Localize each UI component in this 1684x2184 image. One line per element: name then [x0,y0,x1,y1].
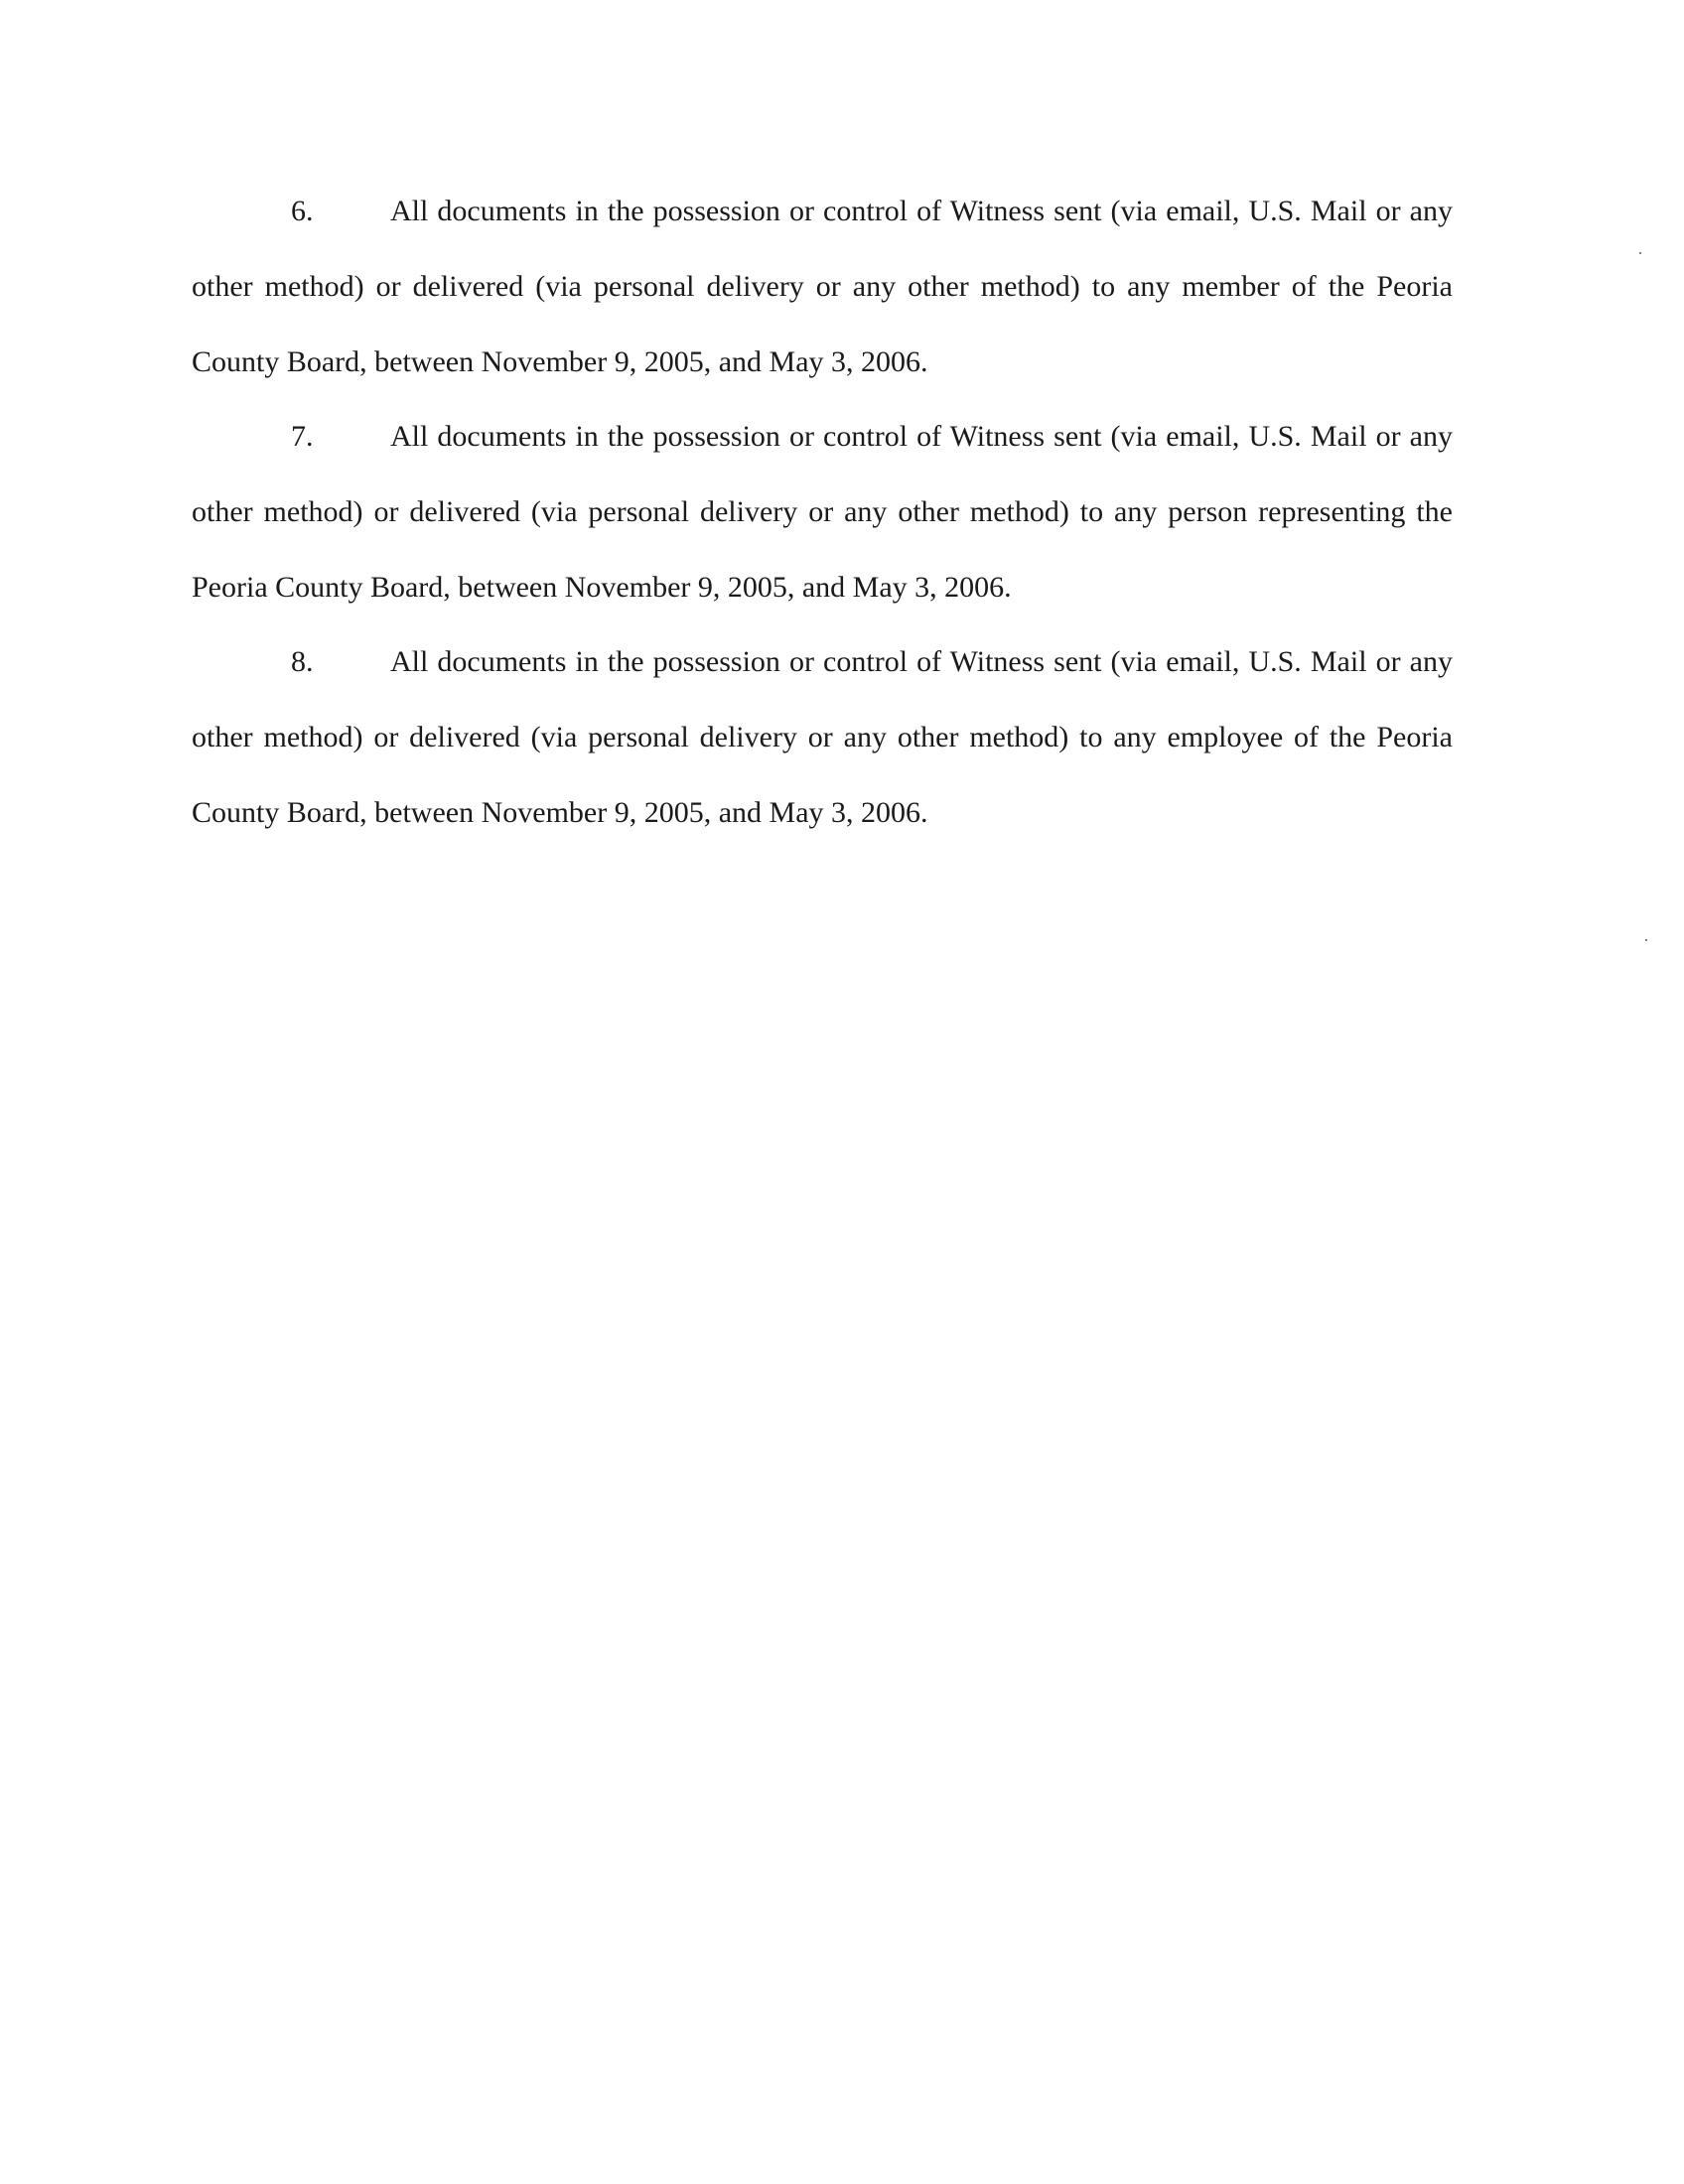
scan-speck [1645,939,1647,941]
paragraph-7 [192,399,1453,625]
paragraph-text: All documents in the possession or control of Witness sent (via email, U.S. Mail or any other method) or delivered (via personal delivery or any other method) to any employee of the Peoria County Board, between November 9, 2005, and May 3, 2006. [192,645,1453,829]
paragraph-text: All documents in the possession or control of Witness sent (via email, U.S. Mail or any other method) or delivered (via personal delivery or any other method) to any person representing the Peoria County Board, between November 9, 2005, and May 3, 2006. [192,420,1453,604]
paragraph-number: 6. [291,195,314,227]
paragraph-number: 8. [291,645,314,678]
paragraph-number: 7. [291,420,314,453]
paragraph-text: All documents in the possession or control of Witness sent (via email, U.S. Mail or any other method) or delivered (via personal delivery or any other method) to any member of the Peoria County Board, between November 9, 2005, and May 3, 2006. [192,195,1453,378]
scan-speck [1639,252,1641,254]
paragraph-6 [192,174,1453,400]
paragraph-8 [192,624,1453,851]
